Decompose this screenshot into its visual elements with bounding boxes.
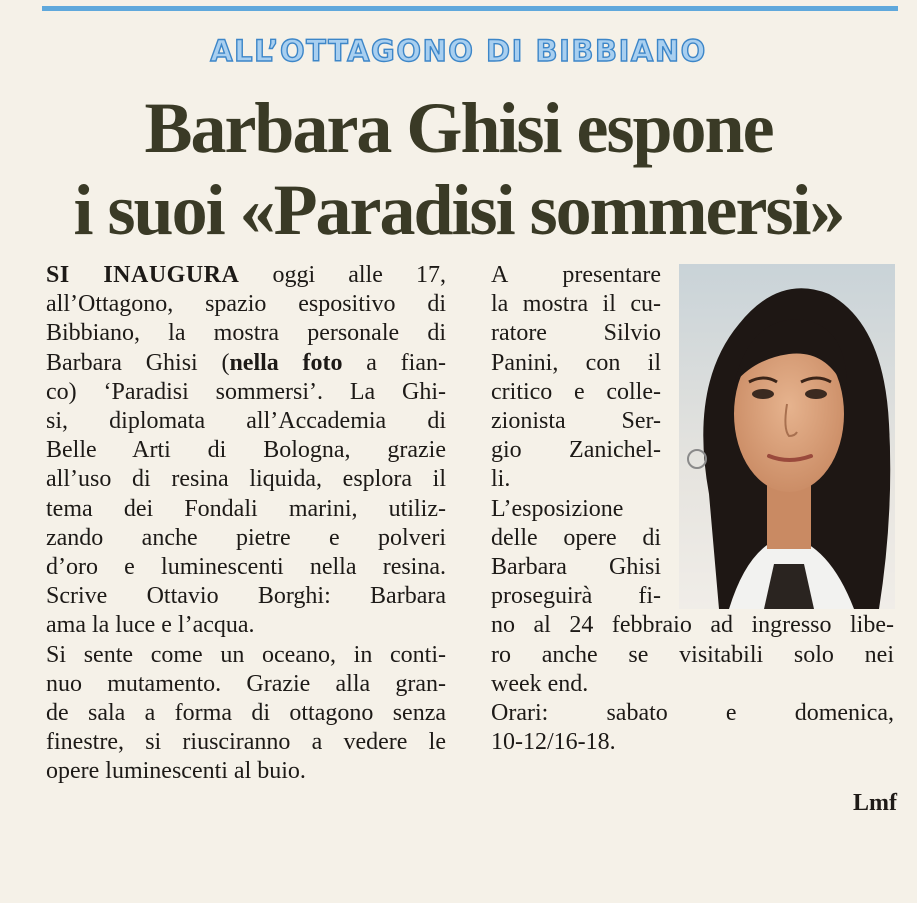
body-line: d’oro e luminescenti nella resina. xyxy=(46,554,446,581)
body-line: ratore Silvio xyxy=(491,320,661,347)
body-line: ama la luce e l’acqua. xyxy=(46,612,255,639)
body-line: zionista Ser- xyxy=(491,408,661,435)
body-line: Orari: sabato e domenica, xyxy=(491,700,894,727)
kicker-heading: ALL’OTTAGONO DI BIBBIANO xyxy=(210,34,707,68)
body-line: si, diplomata all’Accademia di xyxy=(46,408,446,435)
body-line: zando anche pietre e polveri xyxy=(46,524,446,551)
portrait-photo xyxy=(679,264,895,609)
body-line: ro anche se visitabili solo nei xyxy=(491,641,894,668)
article-column-left xyxy=(46,261,446,787)
body-line: week end. xyxy=(491,670,589,697)
headline-line-1: Barbara Ghisi espone xyxy=(144,88,773,168)
body-line: critico e colle- xyxy=(491,378,661,405)
body-line: SI INAUGURA oggi alle 17, xyxy=(46,262,446,288)
body-line: li. xyxy=(491,466,511,493)
photo-reference: nella foto xyxy=(229,349,343,376)
author-signature: Lmf xyxy=(853,790,897,816)
body-line: 10-12/16-18. xyxy=(491,729,616,756)
body-line: A presentare xyxy=(491,262,661,288)
body-line: all’Ottagono, spazio espositivo di xyxy=(46,291,446,318)
body-line: delle opere di xyxy=(491,524,661,551)
body-line: all’uso di resina liquida, esplora il xyxy=(46,466,446,493)
body-line: Bibbiano, la mostra personale di xyxy=(46,320,446,347)
body-line: tema dei Fondali marini, utiliz- xyxy=(46,495,446,522)
portrait-photo-icon xyxy=(679,264,895,609)
body-line: gio Zanichel- xyxy=(491,437,661,464)
body-line: la mostra il cu- xyxy=(491,291,661,318)
body-line: co) ‘Paradisi sommersi’. La Ghi- xyxy=(46,378,446,405)
body-line: nuo mutamento. Grazie alla gran- xyxy=(46,670,446,697)
body-line: no al 24 febbraio ad ingresso libe- xyxy=(491,612,894,639)
headline-line-2: i suoi «Paradisi sommersi» xyxy=(73,170,844,250)
body-line: proseguirà fi- xyxy=(491,583,661,610)
body-line: Panini, con il xyxy=(491,349,661,376)
body-line: opere luminescenti al buio. xyxy=(46,758,306,785)
body-line: finestre, si riusciranno a vedere le xyxy=(46,729,446,756)
top-rule xyxy=(42,6,898,11)
body-line: Belle Arti di Bologna, grazie xyxy=(46,437,446,464)
lead-in: SI INAUGURA xyxy=(46,262,240,288)
body-line: Barbara Ghisi (nella foto a fian- xyxy=(46,349,446,376)
body-line: Si sente come un oceano, in conti- xyxy=(46,641,446,668)
body-line: de sala a forma di ottagono senza xyxy=(46,700,446,727)
body-line: L’esposizione xyxy=(491,495,624,522)
body-line: Barbara Ghisi xyxy=(491,554,661,581)
body-line: Scrive Ottavio Borghi: Barbara xyxy=(46,583,446,610)
